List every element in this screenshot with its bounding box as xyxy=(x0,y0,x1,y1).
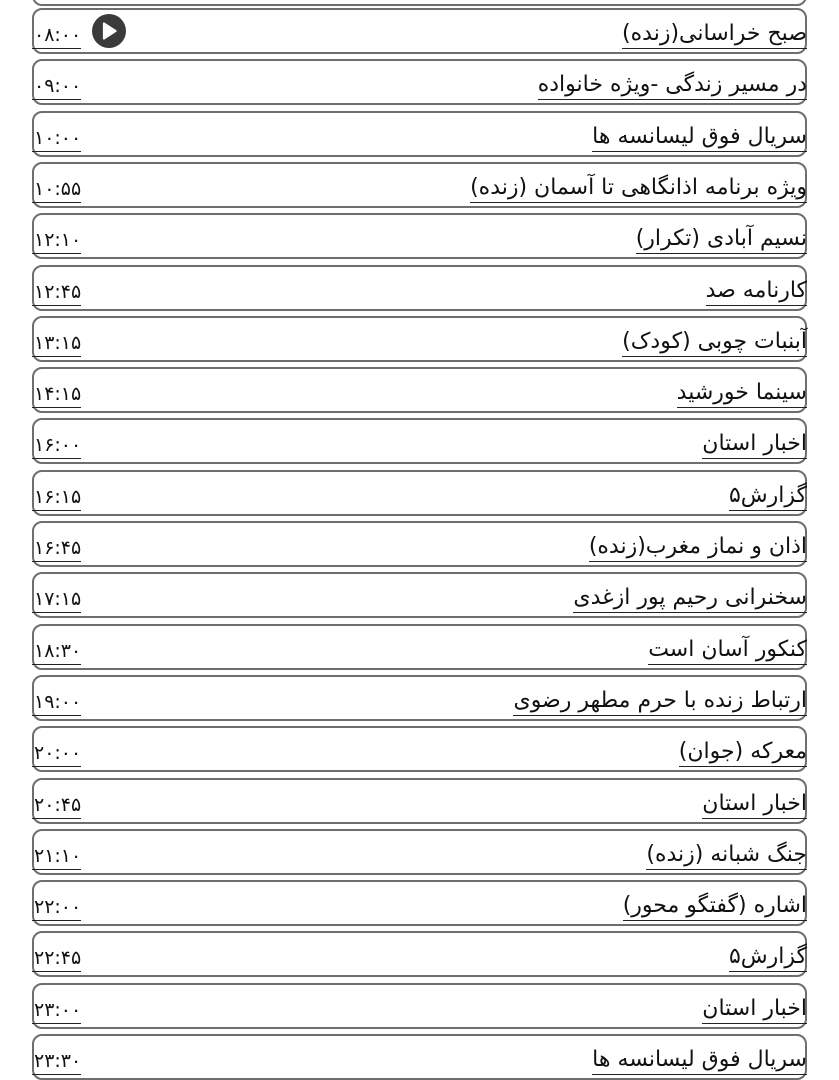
program-title: کارنامه صد xyxy=(706,278,807,306)
program-title: سریال فوق لیسانسه ها xyxy=(592,1047,807,1075)
program-time: ۱۰:۵۵ xyxy=(32,177,81,203)
schedule-row[interactable] xyxy=(32,675,807,721)
program-time: ۲۲:۴۵ xyxy=(32,946,81,972)
schedule-row[interactable] xyxy=(32,111,807,157)
program-title: ویژه برنامه اذانگاهی تا آسمان (زنده) xyxy=(470,175,807,203)
program-time: ۱۲:۴۵ xyxy=(32,280,81,306)
program-time: ۱۲:۱۰ xyxy=(32,228,81,254)
program-time: ۱۶:۰۰ xyxy=(32,433,81,459)
program-time: ۲۰:۴۵ xyxy=(32,793,81,819)
schedule-row[interactable] xyxy=(32,624,807,670)
program-title: نسیم آبادی (تکرار) xyxy=(636,226,807,254)
program-time: ۲۱:۱۰ xyxy=(32,844,81,870)
schedule-row[interactable] xyxy=(32,418,807,464)
schedule-row[interactable] xyxy=(32,162,807,208)
play-icon[interactable] xyxy=(92,14,126,48)
program-time: ۰۹:۰۰ xyxy=(32,74,81,100)
program-title: اذان و نماز مغرب(زنده) xyxy=(589,534,807,562)
program-title: سینما خورشید xyxy=(677,380,807,408)
schedule-row[interactable] xyxy=(32,8,807,54)
schedule-row[interactable] xyxy=(32,316,807,362)
schedule-row[interactable] xyxy=(32,778,807,824)
program-time: ۲۰:۰۰ xyxy=(32,741,81,767)
program-time: ۲۲:۰۰ xyxy=(32,895,81,921)
program-time: ۲۳:۰۰ xyxy=(32,998,81,1024)
schedule-row[interactable] xyxy=(32,213,807,259)
schedule-row[interactable] xyxy=(32,1034,807,1080)
program-time: ۱۰:۰۰ xyxy=(32,126,81,152)
schedule-row[interactable] xyxy=(32,572,807,618)
program-time: ۱۷:۱۵ xyxy=(32,587,81,613)
schedule-row[interactable] xyxy=(32,470,807,516)
program-title: اشاره (گفتگو محور) xyxy=(623,893,807,921)
program-title: گزارش۵ xyxy=(729,483,807,511)
schedule-row[interactable] xyxy=(32,983,807,1029)
schedule-row[interactable] xyxy=(32,829,807,875)
program-title: آبنبات چوبی (کودک) xyxy=(622,329,807,357)
program-title: صبح خراسانی(زنده) xyxy=(622,21,807,49)
program-time: ۱۹:۰۰ xyxy=(32,690,81,716)
list-item-previous[interactable] xyxy=(32,0,807,6)
program-time: ۱۴:۱۵ xyxy=(32,382,81,408)
program-time: ۰۸:۰۰ xyxy=(32,23,81,49)
program-time: ۱۶:۱۵ xyxy=(32,485,81,511)
program-title: اخبار استان xyxy=(702,996,807,1024)
program-title: معرکه (جوان) xyxy=(679,739,807,767)
program-title: کنکور آسان است xyxy=(648,637,807,665)
schedule-row[interactable] xyxy=(32,59,807,105)
program-title: در مسیر زندگی -ویژه خانواده xyxy=(538,72,807,100)
program-title: گزارش۵ xyxy=(729,944,807,972)
schedule-row[interactable] xyxy=(32,931,807,977)
program-title: اخبار استان xyxy=(702,791,807,819)
program-title: جنگ شبانه (زنده) xyxy=(646,842,807,870)
schedule-row[interactable] xyxy=(32,265,807,311)
program-title: اخبار استان xyxy=(702,431,807,459)
schedule-row[interactable] xyxy=(32,726,807,772)
program-title: سریال فوق لیسانسه ها xyxy=(592,124,807,152)
program-title: سخنرانی رحیم پور ازغدی xyxy=(573,585,807,613)
program-time: ۱۸:۳۰ xyxy=(32,639,81,665)
program-time: ۱۶:۴۵ xyxy=(32,536,81,562)
schedule-row[interactable] xyxy=(32,521,807,567)
program-time: ۱۳:۱۵ xyxy=(32,331,81,357)
schedule-row[interactable] xyxy=(32,880,807,926)
schedule-row[interactable] xyxy=(32,367,807,413)
program-title: ارتباط زنده با حرم مطهر رضوی xyxy=(513,688,807,716)
program-time: ۲۳:۳۰ xyxy=(32,1049,81,1075)
